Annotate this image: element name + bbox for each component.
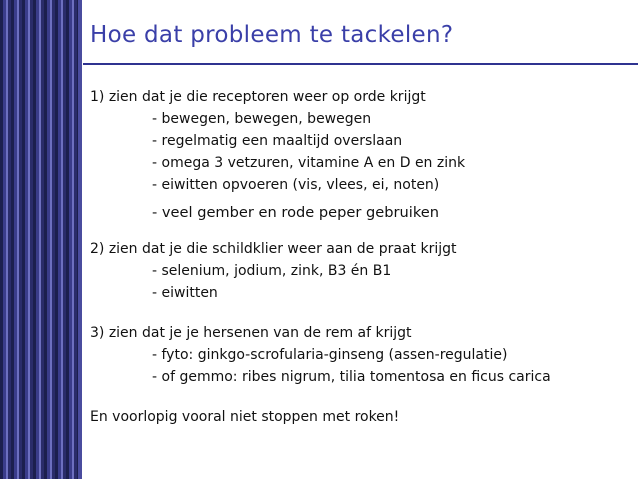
section-1-item: - omega 3 vetzuren, vitamine A en D en zink [152, 155, 466, 171]
section-1-item: - bewegen, bewegen, bewegen [152, 111, 372, 127]
slide-title: Hoe dat probleem te tackelen? [90, 22, 454, 48]
section-2-item: - selenium, jodium, zink, B3 én B1 [152, 263, 392, 279]
slide-content [90, 86, 630, 428]
section-3-heading: 3) zien dat je je hersenen van de rem af krijgt [90, 325, 412, 341]
section-2-item: - eiwitten [152, 285, 218, 301]
closing-statement: En voorlopig vooral niet stoppen met roken! [90, 409, 400, 425]
decorative-stripes [0, 0, 80, 479]
section-2-heading: 2) zien dat je die schildklier weer aan de praat krijgt [90, 241, 457, 257]
section-1-item: - regelmatig een maaltijd overslaan [152, 133, 403, 149]
section-1-item: - veel gember en rode peper gebruiken [152, 204, 439, 221]
section-1-item: - eiwitten opvoeren (vis, vlees, ei, noten) [152, 177, 440, 193]
stripe-edge [78, 0, 82, 479]
title-divider [83, 63, 638, 65]
section-3-item: - of gemmo: ribes nigrum, tilia tomentosa en ficus carica [152, 369, 551, 385]
section-3-item: - fyto: ginkgo-scrofularia-ginseng (assen-regulatie) [152, 347, 508, 363]
section-1-heading: 1) zien dat je die receptoren weer op orde krijgt [90, 89, 426, 105]
